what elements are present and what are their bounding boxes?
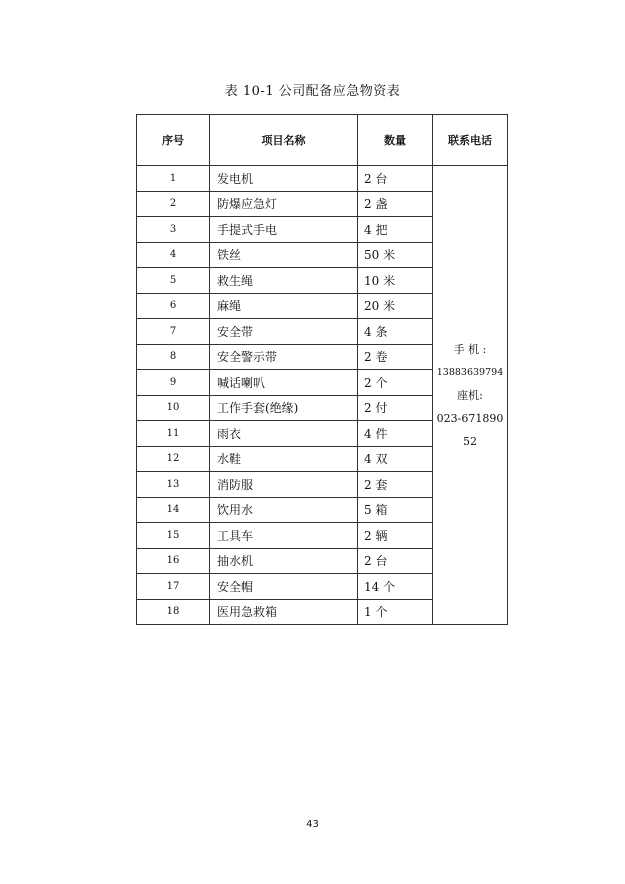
row-item-name: 饮用水 xyxy=(210,497,358,523)
row-seq: 3 xyxy=(137,217,210,243)
row-seq: 9 xyxy=(137,370,210,396)
emergency-supplies-table xyxy=(136,114,508,625)
row-seq: 7 xyxy=(137,319,210,345)
row-seq: 4 xyxy=(137,242,210,268)
row-item-name: 安全警示带 xyxy=(210,344,358,370)
row-item-name: 医用急救箱 xyxy=(210,599,358,625)
header-name: 项目名称 xyxy=(210,115,358,166)
row-seq: 17 xyxy=(137,574,210,600)
row-quantity: 14 个 xyxy=(358,574,433,600)
row-item-name: 安全带 xyxy=(210,319,358,345)
header-contact: 联系电话 xyxy=(433,115,508,166)
row-quantity: 2 台 xyxy=(358,548,433,574)
row-quantity: 20 米 xyxy=(358,293,433,319)
row-item-name: 防爆应急灯 xyxy=(210,191,358,217)
row-item-name: 发电机 xyxy=(210,166,358,192)
row-item-name: 麻绳 xyxy=(210,293,358,319)
row-seq: 13 xyxy=(137,472,210,498)
table-header-row xyxy=(137,115,508,166)
row-seq: 1 xyxy=(137,166,210,192)
landline-label: 座机: xyxy=(457,388,483,402)
landline-number-part2: 52 xyxy=(463,434,477,448)
row-seq: 8 xyxy=(137,344,210,370)
row-quantity: 2 盏 xyxy=(358,191,433,217)
mobile-label: 手 机 : xyxy=(453,342,487,356)
row-seq: 10 xyxy=(137,395,210,421)
row-seq: 15 xyxy=(137,523,210,549)
row-quantity: 4 把 xyxy=(358,217,433,243)
row-item-name: 安全帽 xyxy=(210,574,358,600)
row-quantity: 2 个 xyxy=(358,370,433,396)
row-seq: 5 xyxy=(137,268,210,294)
row-quantity: 50 米 xyxy=(358,242,433,268)
row-item-name: 铁丝 xyxy=(210,242,358,268)
row-quantity: 4 件 xyxy=(358,421,433,447)
row-item-name: 工作手套(绝缘) xyxy=(210,395,358,421)
page-number: 43 xyxy=(306,819,319,830)
row-seq: 14 xyxy=(137,497,210,523)
row-seq: 18 xyxy=(137,599,210,625)
contact-phone-cell xyxy=(433,166,508,625)
row-quantity: 2 卷 xyxy=(358,344,433,370)
table-title: 表 10-1 公司配备应急物资表 xyxy=(224,84,401,99)
row-seq: 2 xyxy=(137,191,210,217)
row-item-name: 雨衣 xyxy=(210,421,358,447)
row-quantity: 2 付 xyxy=(358,395,433,421)
row-quantity: 2 台 xyxy=(358,166,433,192)
row-item-name: 救生绳 xyxy=(210,268,358,294)
row-quantity: 4 双 xyxy=(358,446,433,472)
landline-number-part1: 023-671890 xyxy=(436,411,504,425)
table-row xyxy=(137,166,508,192)
row-item-name: 工具车 xyxy=(210,523,358,549)
row-item-name: 喊话喇叭 xyxy=(210,370,358,396)
row-item-name: 消防服 xyxy=(210,472,358,498)
row-quantity: 10 米 xyxy=(358,268,433,294)
row-seq: 12 xyxy=(137,446,210,472)
row-item-name: 水鞋 xyxy=(210,446,358,472)
row-quantity: 1 个 xyxy=(358,599,433,625)
row-quantity: 4 条 xyxy=(358,319,433,345)
row-item-name: 抽水机 xyxy=(210,548,358,574)
header-qty: 数量 xyxy=(358,115,433,166)
header-seq: 序号 xyxy=(137,115,210,166)
row-quantity: 5 箱 xyxy=(358,497,433,523)
row-quantity: 2 套 xyxy=(358,472,433,498)
mobile-number: 13883639794 xyxy=(436,366,504,378)
row-seq: 11 xyxy=(137,421,210,447)
row-item-name: 手提式手电 xyxy=(210,217,358,243)
row-seq: 6 xyxy=(137,293,210,319)
row-quantity: 2 辆 xyxy=(358,523,433,549)
row-seq: 16 xyxy=(137,548,210,574)
